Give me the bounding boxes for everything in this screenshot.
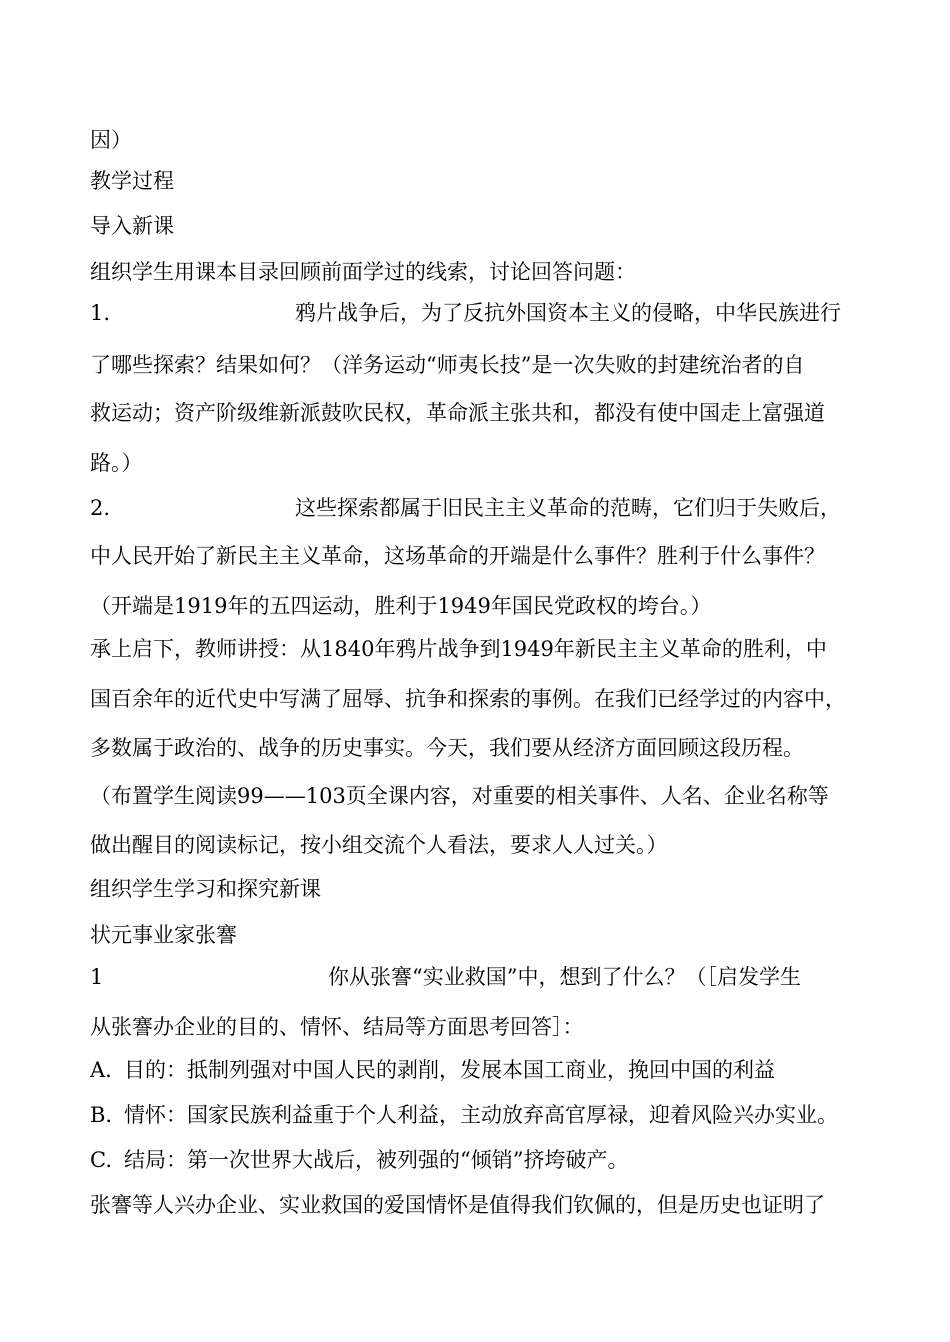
text-line: 承上启下，教师讲授：从1840年鸦片战争到1949年新民主主义革命的胜利，中 <box>90 637 827 661</box>
text-line: 从张謇办企业的目的、情怀、结局等方面思考回答］： <box>90 1015 584 1039</box>
text-line: 张謇等人兴办企业、实业救国的爱国情怀是值得我们钦佩的，但是历史也证明了 <box>90 1193 825 1217</box>
question-1 <box>90 298 880 328</box>
section-heading: 导入新课 <box>90 214 174 238</box>
option-c <box>90 1145 880 1175</box>
question-text: 你从张謇“实业救国”中，想到了什么？（［启发学生 <box>328 965 801 989</box>
option-b <box>90 1100 880 1130</box>
text-line: 因） <box>90 128 132 152</box>
question-number: 2. <box>90 496 111 520</box>
text-line: 路。） <box>90 451 143 475</box>
option-marker: A. <box>90 1058 112 1082</box>
text-line: （开端是1919年的五四运动，胜利于1949年国民党政权的垮台。） <box>90 594 712 618</box>
section-heading: 教学过程 <box>90 169 174 193</box>
option-a <box>90 1055 880 1085</box>
question-number: 1 <box>90 965 104 989</box>
option-text: 情怀：国家民族利益重于个人利益，主动放弃高官厚禄，迎着风险兴办实业。 <box>124 1103 838 1127</box>
text-line: 救运动；资产阶级维新派鼓吹民权，革命派主张共和，都没有使中国走上富强道 <box>90 401 825 425</box>
text-line: 国百余年的近代史中写满了屈辱、抗争和探索的事例。在我们已经学过的内容中， <box>90 687 846 711</box>
question-text: 鸦片战争后，为了反抗外国资本主义的侵略，中华民族进行 <box>295 301 841 325</box>
text-line: 做出醒目的阅读标记，按小组交流个人看法，要求人人过关。） <box>90 833 668 857</box>
option-text: 目的：抵制列强对中国人民的剥削，发展本国工商业，挽回中国的利益 <box>124 1058 775 1082</box>
text-line: 中人民开始了新民主主义革命，这场革命的开端是什么事件？胜利于什么事件？ <box>90 544 825 568</box>
question-3 <box>90 962 880 992</box>
text-line: 了哪些探索？结果如何？（洋务运动“师夷长技”是一次失败的封建统治者的自 <box>90 353 805 377</box>
question-2 <box>90 493 880 523</box>
text-line: （布置学生阅读99——103页全课内容，对重要的相关事件、人名、企业名称等 <box>90 784 829 808</box>
text-line: 多数属于政治的、战争的历史事实。今天，我们要从经济方面回顾这段历程。 <box>90 736 804 760</box>
section-heading: 状元事业家张謇 <box>90 923 237 947</box>
option-text: 结局：第一次世界大战后，被列强的“倾销”挤垮破产。 <box>124 1148 629 1172</box>
option-marker: B. <box>90 1103 113 1127</box>
question-number: 1. <box>90 301 111 325</box>
option-marker: C. <box>90 1148 112 1172</box>
text-line: 组织学生用课本目录回顾前面学过的线索，讨论回答问题： <box>90 260 636 284</box>
section-heading: 组织学生学习和探究新课 <box>90 877 321 901</box>
question-text: 这些探索都属于旧民主主义革命的范畴，它们归于失败后， <box>295 496 841 520</box>
